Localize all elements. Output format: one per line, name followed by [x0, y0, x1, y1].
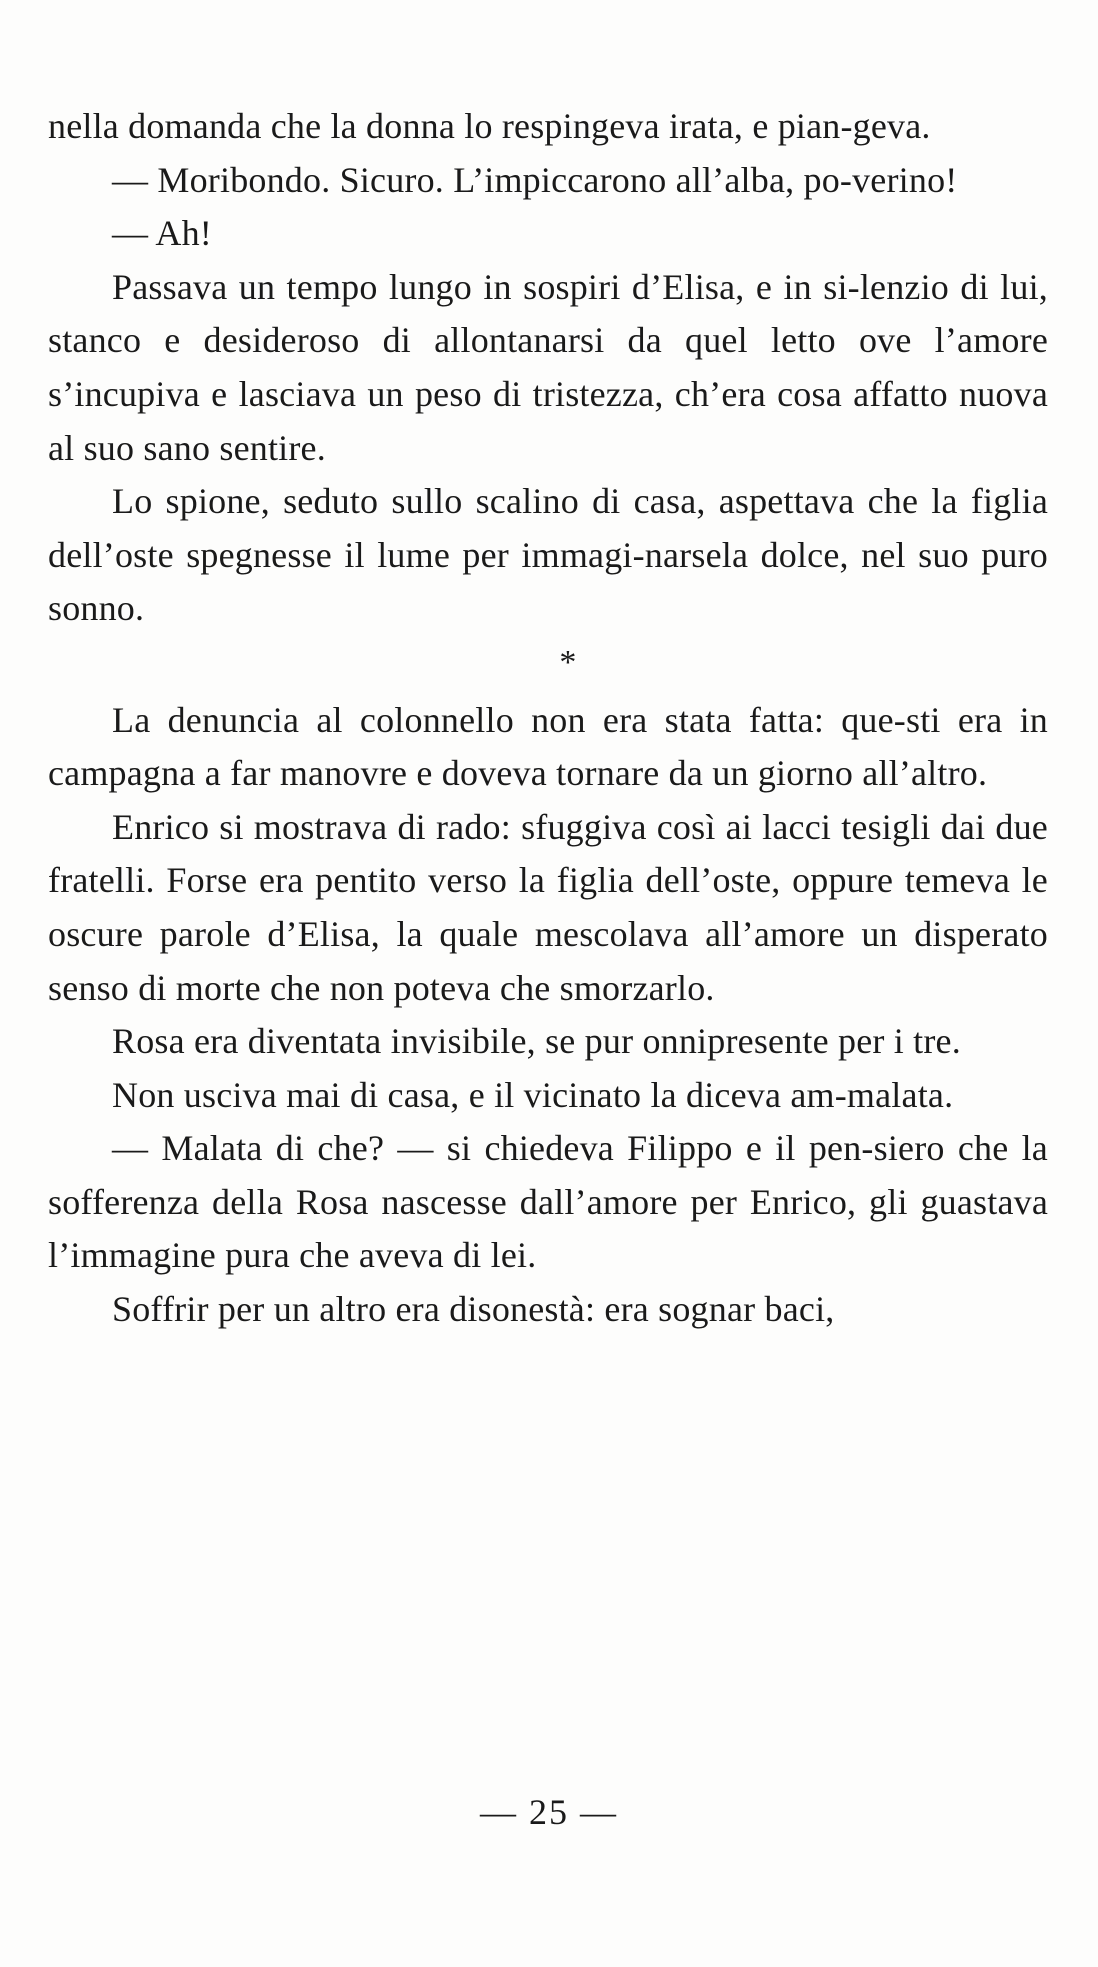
paragraph-10: — Malata di che? — si chiedeva Filippo e il pen-siero che la sofferenza della Rosa nascesse dall’amore per Enrico, gli guastava l’immagine pura che aveva di lei.	[48, 1128, 1048, 1276]
page-number: — 25 —	[480, 1792, 618, 1832]
paragraph-4: Passava un tempo lungo in sospiri d’Elisa, e in si-lenzio di lui, stanco e desideroso di allontanarsi da quel letto ove l’amore s’incupiva e lasciava un peso di tristezza, ch’era cosa affatto nuova al suo sano sentire.	[48, 266, 1048, 468]
paragraph-9: Non usciva mai di casa, e il vicinato la diceva am-malata.	[112, 1074, 954, 1115]
paragraph-5: Lo spione, seduto sullo scalino di casa, aspettava che la figlia dell’oste spegnesse il lume per immagi-narsela dolce, nel suo puro sonno.	[48, 481, 1048, 629]
paragraph-2: — Moribondo. Sicuro. L’impiccarono all’alba, po-verino!	[112, 159, 958, 200]
section-separator: *	[559, 643, 577, 681]
paragraph-8: Rosa era diventata invisibile, se pur onnipresente per i tre.	[112, 1021, 961, 1062]
paragraph-6: La denuncia al colonnello non era stata fatta: que-sti era in campagna a far manovre e doveva tornare da un giorno all’altro.	[48, 699, 1048, 794]
paragraph-7: Enrico si mostrava di rado: sfuggiva così ai lacci tesigli dai due fratelli. Forse era pentito verso la figlia dell’oste, oppure temeva le oscure parole d’Elisa, la quale mescolava all’amore un disperato senso di morte che non poteva che smorzarlo.	[48, 806, 1048, 1008]
body-text	[48, 100, 1048, 1337]
paragraph-3: — Ah!	[112, 213, 212, 254]
paragraph-11: Soffrir per un altro era disonestà: era sognar baci,	[112, 1289, 835, 1330]
paragraph-1: nella domanda che la donna lo respingeva irata, e pian-geva.	[48, 106, 931, 146]
